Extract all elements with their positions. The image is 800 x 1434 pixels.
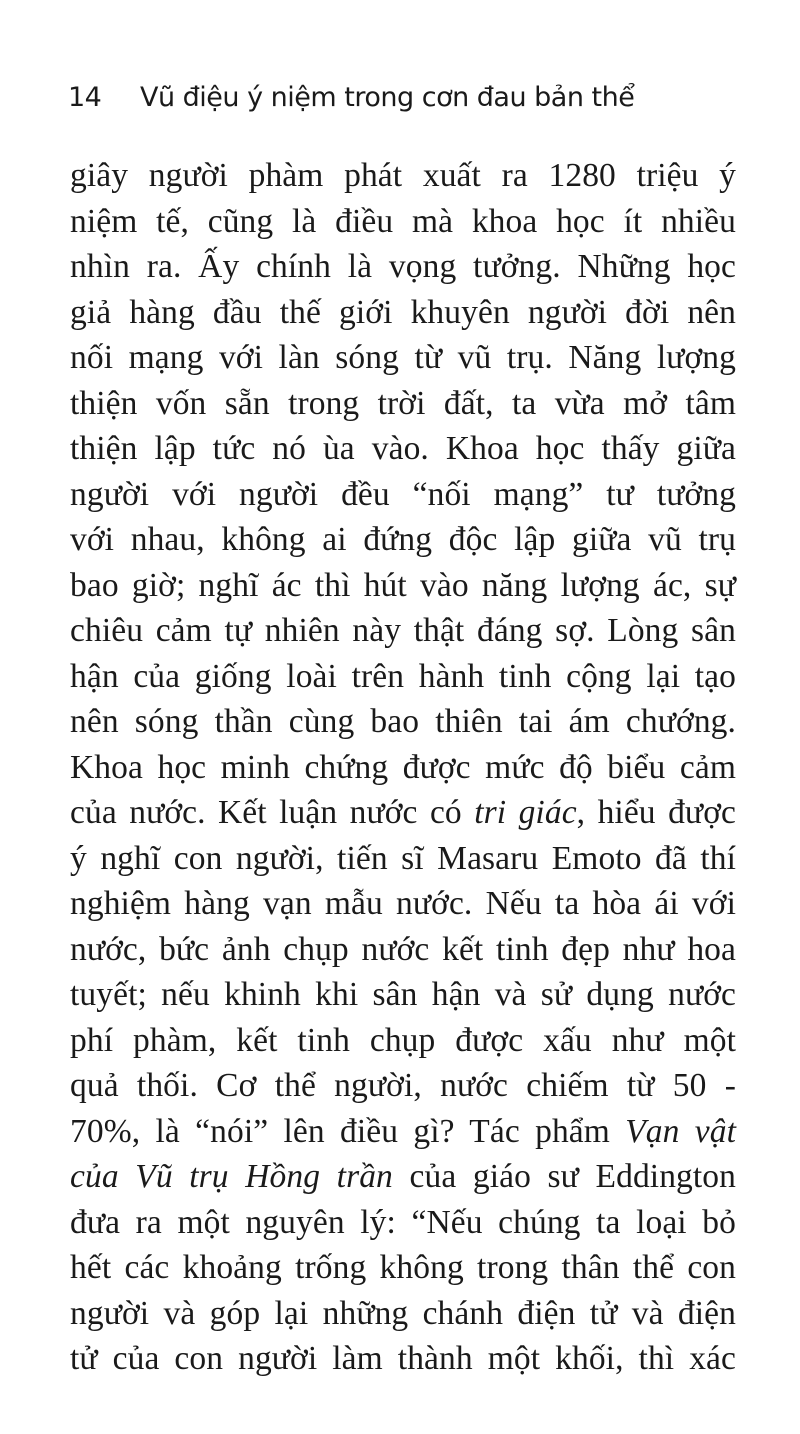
text-line — [70, 654, 736, 700]
text-segment: với nhau, không ai đứng độc lập giữa vũ trụ — [70, 521, 736, 558]
text-line — [70, 1109, 736, 1155]
text-segment: 70%, là “nói” lên điều gì? Tác phẩm — [70, 1112, 626, 1150]
running-title: Vũ điệu ý niệm trong cơn đau bản thể — [140, 82, 635, 113]
text-line — [70, 745, 736, 791]
text-segment: thiện lập tức nó ùa vào. Khoa học thấy giữa — [70, 430, 736, 467]
text-segment: bao giờ; nghĩ ác thì hút vào năng lượng ác, sự — [70, 566, 736, 604]
text-line — [70, 836, 736, 882]
text-segment: người và góp lại những chánh điện tử và điện — [70, 1294, 736, 1332]
text-line — [70, 790, 736, 836]
text-segment: nên sóng thần cùng bao thiên tai ám chướng. — [70, 703, 736, 740]
text-line — [70, 1200, 736, 1246]
text-line — [70, 517, 736, 563]
text-segment: quả thối. Cơ thể người, nước chiếm từ 50 - — [70, 1067, 736, 1104]
text-segment: nước, bức ảnh chụp nước kết tinh đẹp như hoa — [70, 930, 736, 968]
text-line — [70, 472, 736, 518]
text-line — [70, 699, 736, 745]
text-segment: Khoa học minh chứng được mức độ biểu cảm — [70, 748, 736, 786]
text-segment: , hiểu được — [576, 794, 736, 831]
text-segment: phí phàm, kết tinh chụp được xấu như một — [70, 1021, 736, 1059]
text-segment: chiêu cảm tự nhiên này thật đáng sợ. Lòng sân — [70, 612, 736, 649]
text-segment: niệm tế, cũng là điều mà khoa học ít nhiều — [70, 202, 736, 240]
page-number: 14 — [68, 82, 102, 113]
text-line — [70, 1336, 736, 1382]
text-line — [70, 608, 736, 654]
text-segment: tử của con người làm thành một khối, thì xác — [70, 1340, 736, 1377]
text-segment: thiện vốn sẵn trong trời đất, ta vừa mở tâm — [70, 384, 736, 422]
text-line — [70, 972, 736, 1018]
text-line — [70, 381, 736, 427]
text-line — [70, 1154, 736, 1200]
text-segment: hận của giống loài trên hành tinh cộng lại tạo — [70, 657, 736, 695]
text-line — [70, 881, 736, 927]
text-line — [70, 1063, 736, 1109]
text-segment: nghiệm hàng vạn mẫu nước. Nếu ta hòa ái với — [70, 885, 736, 922]
text-line — [70, 290, 736, 336]
text-line — [70, 927, 736, 973]
text-segment: nối mạng với làn sóng từ vũ trụ. Năng lượng — [70, 339, 736, 376]
text-line — [70, 1018, 736, 1064]
text-segment: giây người phàm phát xuất ra 1280 triệu ý — [70, 157, 736, 194]
text-segment: nhìn ra. Ấy chính là vọng tưởng. Những học — [70, 248, 736, 285]
text-segment: tuyết; nếu khinh khi sân hận và sử dụng nước — [70, 976, 736, 1013]
text-line — [70, 335, 736, 381]
text-segment: của nước. Kết luận nước có — [70, 794, 475, 831]
text-segment: người với người đều “nối mạng” tư tưởng — [70, 475, 736, 513]
italic-text-segment: của Vũ trụ Hồng trần — [70, 1158, 393, 1195]
italic-text-segment: Vạn vật — [625, 1112, 737, 1150]
text-line — [70, 1245, 736, 1291]
body-paragraph — [70, 153, 736, 1382]
text-line — [70, 244, 736, 290]
text-line — [70, 199, 736, 245]
italic-text-segment: tri giác — [474, 794, 577, 831]
text-segment: đưa ra một nguyên lý: “Nếu chúng ta loại bỏ — [70, 1203, 736, 1241]
text-segment: ý nghĩ con người, tiến sĩ Masaru Emoto đã thí — [70, 839, 736, 877]
text-segment: hết các khoảng trống không trong thân thể con — [70, 1249, 736, 1286]
text-line — [70, 153, 736, 199]
text-line — [70, 563, 736, 609]
text-segment: giả hàng đầu thế giới khuyên người đời nên — [70, 293, 736, 331]
text-segment: của giáo sư Eddington — [392, 1158, 737, 1195]
running-header — [68, 82, 634, 122]
text-line — [70, 426, 736, 472]
text-line — [70, 1291, 736, 1337]
